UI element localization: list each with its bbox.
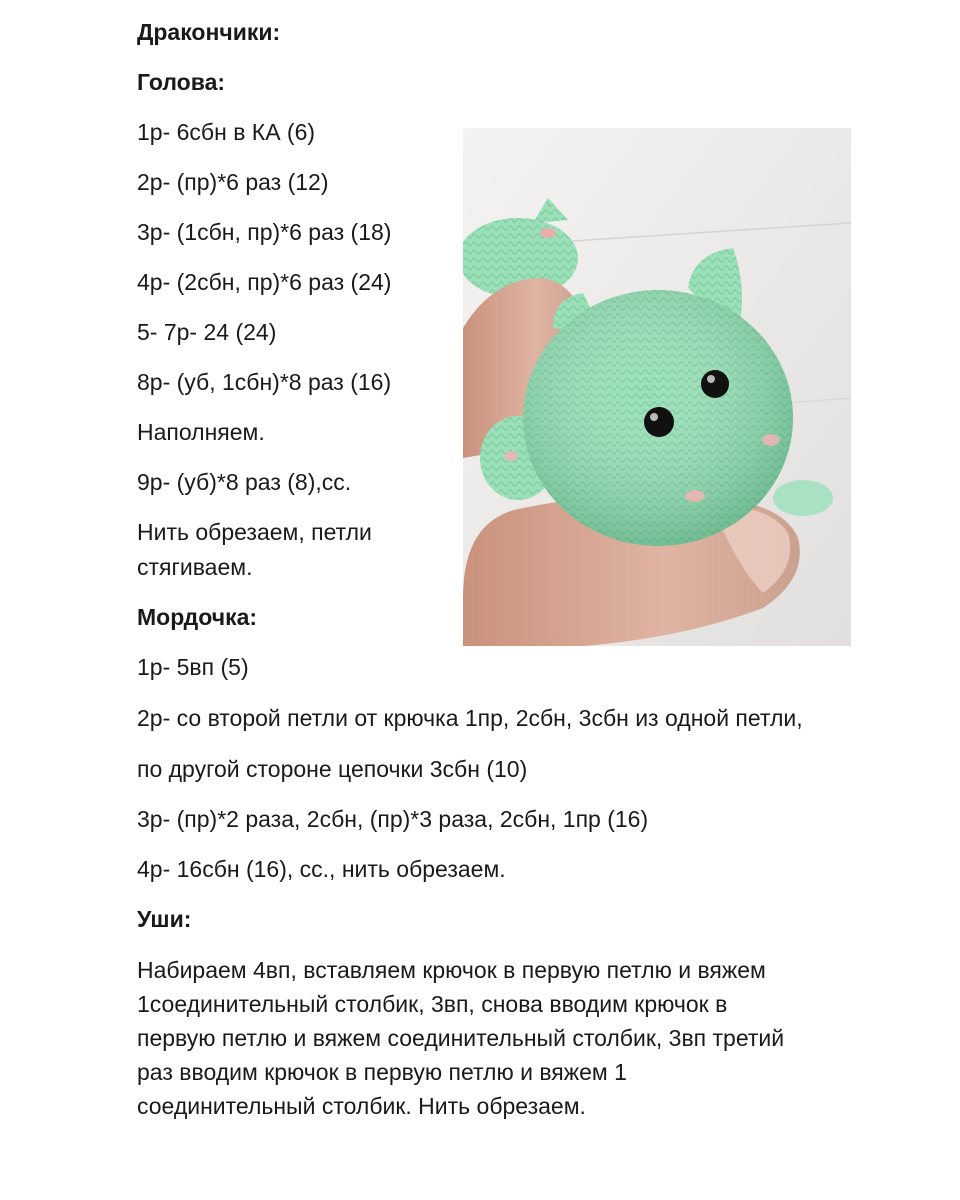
eye-left bbox=[644, 407, 674, 437]
row-muzzle-2: 2р- со второй петли от крючка 1пр, 2сбн, 3сбн из одной петли, bbox=[137, 705, 803, 731]
background-toy-2 bbox=[773, 480, 833, 516]
row-head-9: Нить обрезаем, петли bbox=[137, 519, 372, 545]
ears-line-4: раз вводим крючок в первую петлю и вяжем 1 bbox=[137, 1059, 627, 1085]
row-head-6: 8р- (уб, 1сбн)*8 раз (16) bbox=[137, 369, 392, 395]
row-head-1: 1р- 6сбн в КА (6) bbox=[137, 119, 316, 145]
page-title: Дракончики: bbox=[137, 19, 281, 45]
row-head-5: 5- 7р- 24 (24) bbox=[137, 319, 277, 345]
eye-right bbox=[701, 370, 729, 398]
row-head-3: 3р- (1сбн, пр)*6 раз (18) bbox=[137, 219, 392, 245]
ears-line-1: Набираем 4вп, вставляем крючок в первую петлю и вяжем bbox=[137, 957, 766, 983]
row-muzzle-4: 3р- (пр)*2 раза, 2сбн, (пр)*3 раза, 2сбн, 1пр (16) bbox=[137, 806, 649, 832]
dragon-photo-illustration bbox=[463, 128, 851, 646]
row-head-4: 4р- (2сбн, пр)*6 раз (24) bbox=[137, 269, 392, 295]
ears-line-2: 1соединительный столбик, 3вп, снова вводим крючок в bbox=[137, 991, 728, 1017]
section-heading-head: Голова: bbox=[137, 69, 226, 95]
ears-instructions bbox=[137, 953, 897, 1123]
ears-line-3: первую петлю и вяжем соединительный столбик, 3вп третий bbox=[137, 1025, 785, 1051]
row-muzzle-5: 4р- 16сбн (16), сс., нить обрезаем. bbox=[137, 856, 506, 882]
row-head-10: стягиваем. bbox=[137, 554, 253, 580]
section-heading-ears: Уши: bbox=[137, 906, 192, 932]
row-head-7: Наполняем. bbox=[137, 419, 265, 445]
dragon-photo bbox=[463, 128, 851, 646]
ears-line-5: соединительный столбик. Нить обрезаем. bbox=[137, 1093, 586, 1119]
row-muzzle-3: по другой стороне цепочки 3сбн (10) bbox=[137, 756, 528, 782]
section-heading-muzzle: Мордочка: bbox=[137, 604, 258, 630]
row-head-2: 2р- (пр)*6 раз (12) bbox=[137, 169, 329, 195]
row-head-8: 9р- (уб)*8 раз (8),сс. bbox=[137, 469, 352, 495]
row-muzzle-1: 1р- 5вп (5) bbox=[137, 654, 249, 680]
